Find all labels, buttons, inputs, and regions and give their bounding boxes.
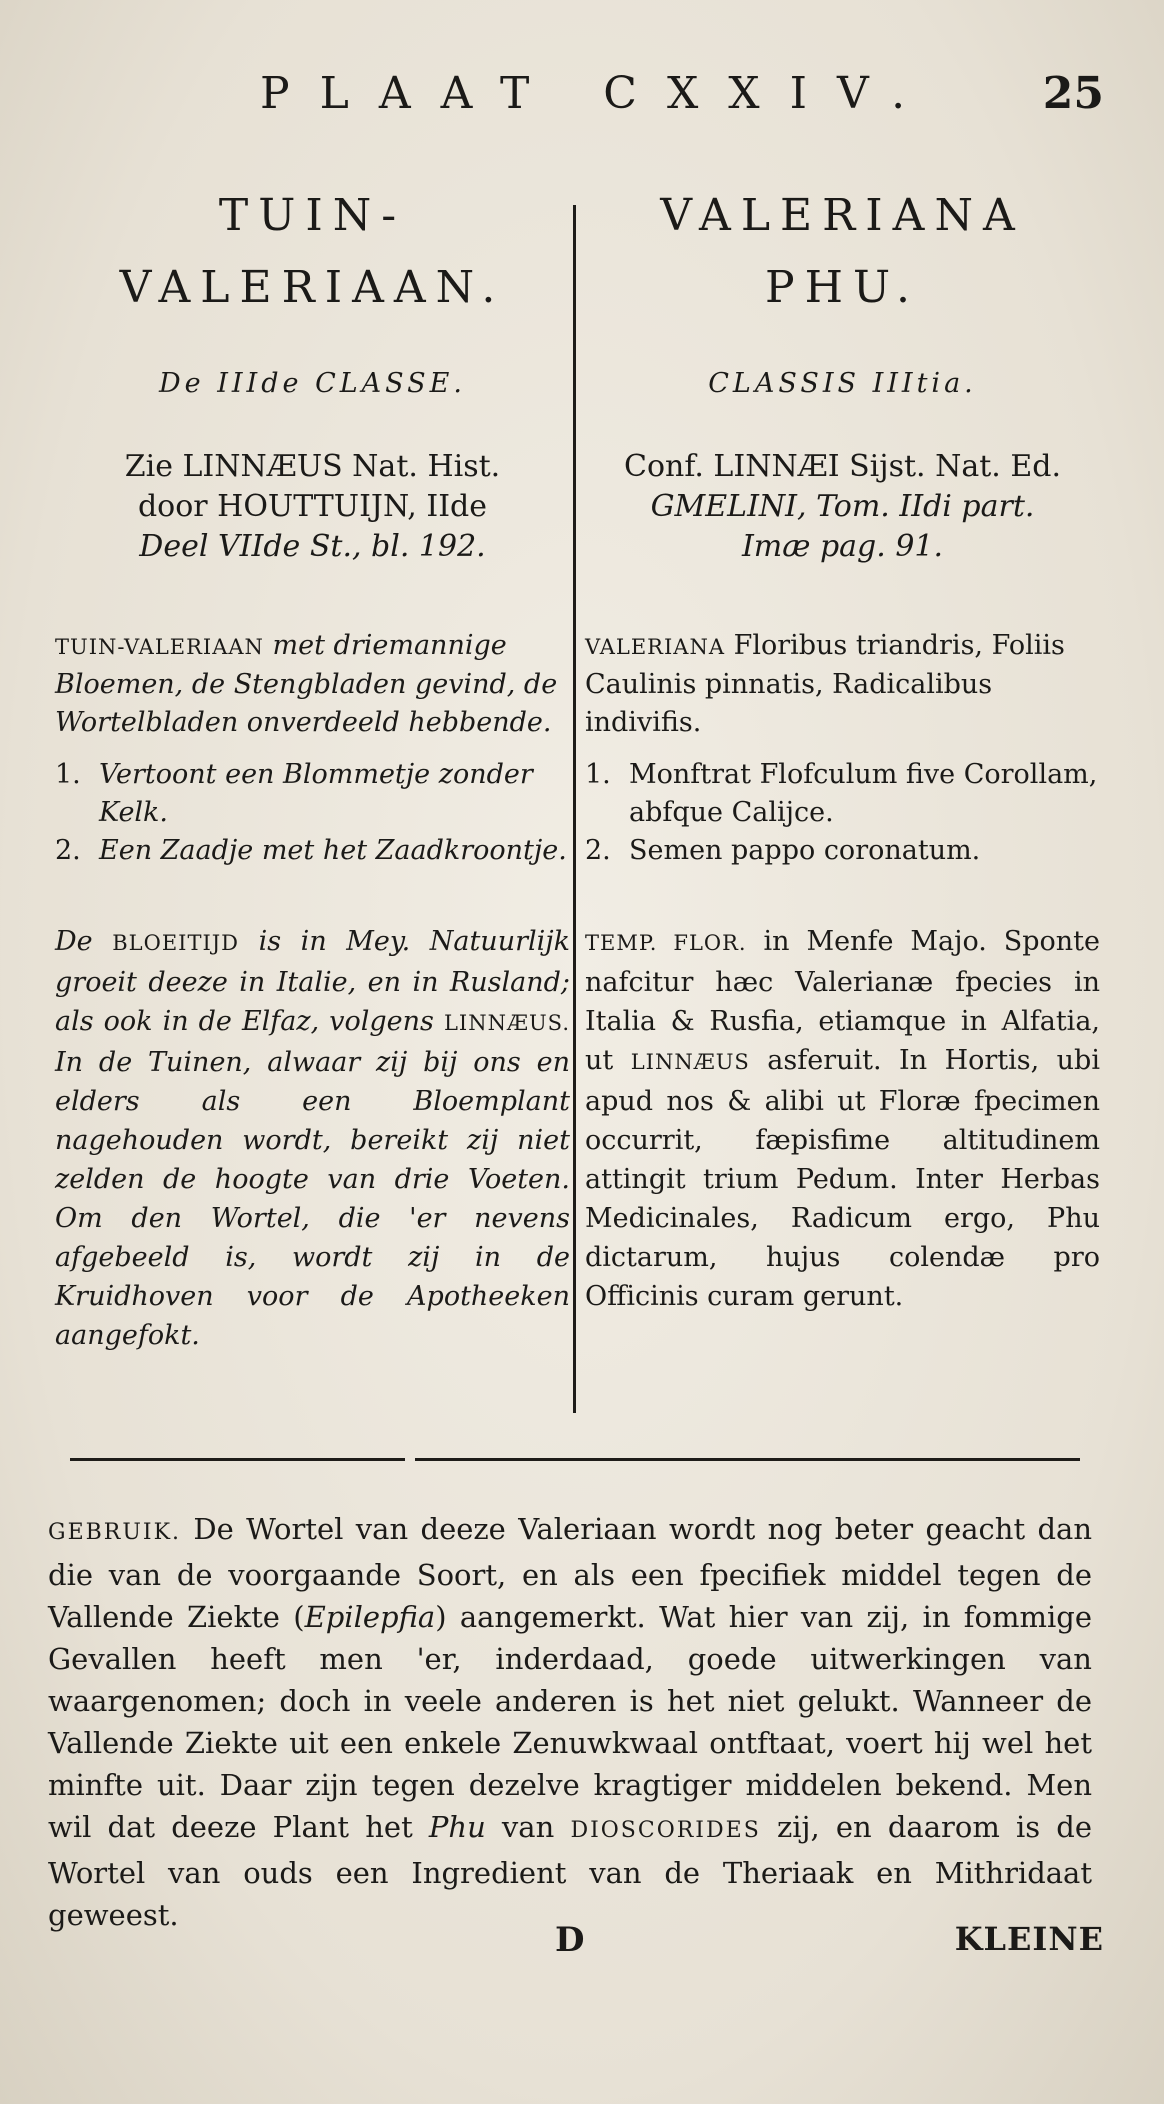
latin-desc-lead: VALERIANA bbox=[585, 635, 725, 659]
para-text: De bbox=[55, 926, 93, 957]
usage-text: zij, en daarom is de Wortel van ouds een Ingredient van de Theriaak en Mithridaat geweest. bbox=[48, 1810, 1093, 1932]
list-text: Vertoont een Blommetje zonder Kelk. bbox=[99, 759, 533, 828]
latin-desc-text: Floribus triandris, Foliis Caulinis pinnatis, Radicalibus indivifis. bbox=[585, 630, 1065, 738]
list-number: 1. bbox=[55, 759, 81, 790]
list-item bbox=[55, 832, 570, 870]
list-text: Monftrat Flofculum five Corollam, abfque Calijce. bbox=[629, 759, 1098, 828]
latin-reference bbox=[585, 447, 1100, 567]
section-rules bbox=[70, 1458, 1080, 1462]
latin-ref-line3: Imæ pag. 91. bbox=[741, 529, 944, 564]
dutch-paragraph bbox=[55, 922, 570, 1355]
list-item bbox=[585, 756, 1100, 832]
latin-description bbox=[585, 627, 1100, 742]
usage-italic: Epilepfia bbox=[304, 1600, 436, 1634]
dutch-ref-line2: door HOUTTUIJN, IIde bbox=[137, 489, 488, 524]
list-number: 2. bbox=[585, 835, 611, 866]
usage-paragraph bbox=[48, 1508, 1092, 1936]
catchword: KLEINE bbox=[954, 1920, 1104, 1958]
para-smallcaps: LINNÆUS. bbox=[443, 1011, 570, 1035]
dutch-desc-lead: TUIN-VALERIAAN bbox=[55, 635, 264, 659]
dutch-title-line1: TUIN- bbox=[218, 190, 407, 241]
plate-title: PLAAT CXXIV. bbox=[260, 68, 936, 119]
para-smallcaps: LINNÆUS bbox=[630, 1050, 750, 1074]
rule-left bbox=[70, 1458, 405, 1461]
dutch-reference bbox=[55, 447, 570, 567]
list-text: Semen pappo coronatum. bbox=[629, 835, 981, 866]
list-item bbox=[585, 832, 1100, 870]
dutch-ref-line1: Zie LINNÆUS Nat. Hist. bbox=[124, 449, 501, 484]
usage-lead: GEBRUIK. bbox=[48, 1520, 182, 1545]
usage-text: van bbox=[501, 1810, 555, 1844]
latin-classe: CLASSIS IIItia. bbox=[708, 368, 977, 399]
para-text: In de Tuinen, alwaar zij bij ons en elders als een Bloemplant nagehouden wordt, bereikt zij niet zelden de hoogte van drie Voeten. Om den Wortel, die 'er nevens afgebeeld is, wordt zij in de Kruidhoven voor de Apotheeken aangefokt. bbox=[55, 1047, 570, 1351]
latin-list bbox=[585, 756, 1100, 870]
para-text: in Menfe Majo. Sponte nafcitur hæc Valerianæ fpecies in Italia & Rusfia, etiamque in Alfatia, ut bbox=[585, 926, 1100, 1076]
latin-ref-line2: GMELINI, Tom. IIdi part. bbox=[650, 489, 1035, 524]
dutch-description bbox=[55, 627, 570, 742]
dutch-column bbox=[55, 180, 570, 1355]
latin-title-line1: VALERIANA bbox=[660, 190, 1025, 241]
rule-right bbox=[415, 1458, 1080, 1461]
usage-text: ) aangemerkt. Wat hier van zij, in fommige Gevallen heeft men 'er, inderdaad, goede uitwerkingen van waargenomen; doch in veele anderen is het niet gelukt. Wanneer de Vallende Ziekte uit een enkele Zenuwkwaal ontftaat, voert hij wel het minfte uit. Daar zijn tegen dezelve kragtiger middelen bekend. Men wil dat deeze Plant het bbox=[48, 1600, 1092, 1844]
signature-mark: D bbox=[555, 1920, 585, 1960]
column-divider bbox=[573, 205, 576, 1413]
para-smallcaps: BLOEITIJD bbox=[112, 931, 240, 955]
list-item bbox=[55, 756, 570, 832]
page-number: 25 bbox=[1042, 68, 1104, 119]
latin-column bbox=[585, 180, 1100, 1316]
para-smallcaps: TEMP. FLOR. bbox=[585, 931, 747, 955]
list-text: Een Zaadje met het Zaadkroontje. bbox=[99, 835, 567, 866]
latin-paragraph bbox=[585, 922, 1100, 1316]
dutch-classe: De IIIde CLASSE. bbox=[159, 368, 466, 399]
usage-smallcaps: DIOSCORIDES bbox=[570, 1818, 761, 1843]
dutch-list bbox=[55, 756, 570, 870]
latin-title-line2: PHU. bbox=[764, 262, 920, 313]
dutch-desc-text: met driemannige Bloemen, de Stengbladen gevind, de Wortelbladen onverdeeld hebbende. bbox=[55, 630, 558, 738]
para-text: is in Mey. Natuurlijk groeit deeze in Italie, en in Rusland; als ook in de Elfaz, volgens bbox=[55, 926, 570, 1037]
usage-text: De Wortel van deeze Valeriaan wordt nog beter geacht dan die van de voorgaande Soort, en als een fpecifiek middel tegen de Vallende Ziekte ( bbox=[48, 1512, 1092, 1634]
page-header bbox=[260, 68, 1104, 128]
usage-italic: Phu bbox=[428, 1810, 486, 1844]
dutch-title-line2: VALERIAAN. bbox=[119, 262, 506, 313]
list-number: 1. bbox=[585, 759, 611, 790]
dutch-ref-line3: Deel VIIde St., bl. 192. bbox=[139, 529, 486, 564]
latin-ref-line1: Conf. LINNÆI Sijst. Nat. Ed. bbox=[623, 449, 1061, 484]
para-text: asferuit. In Hortis, ubi apud nos & alibi ut Floræ fpecimen occurrit, fæpisfime altitudinem attingit trium Pedum. Inter Herbas Medicinales, Radicum ergo, Phu dictarum, hujus colendæ pro Officinis curam gerunt. bbox=[585, 1045, 1100, 1312]
list-number: 2. bbox=[55, 835, 81, 866]
